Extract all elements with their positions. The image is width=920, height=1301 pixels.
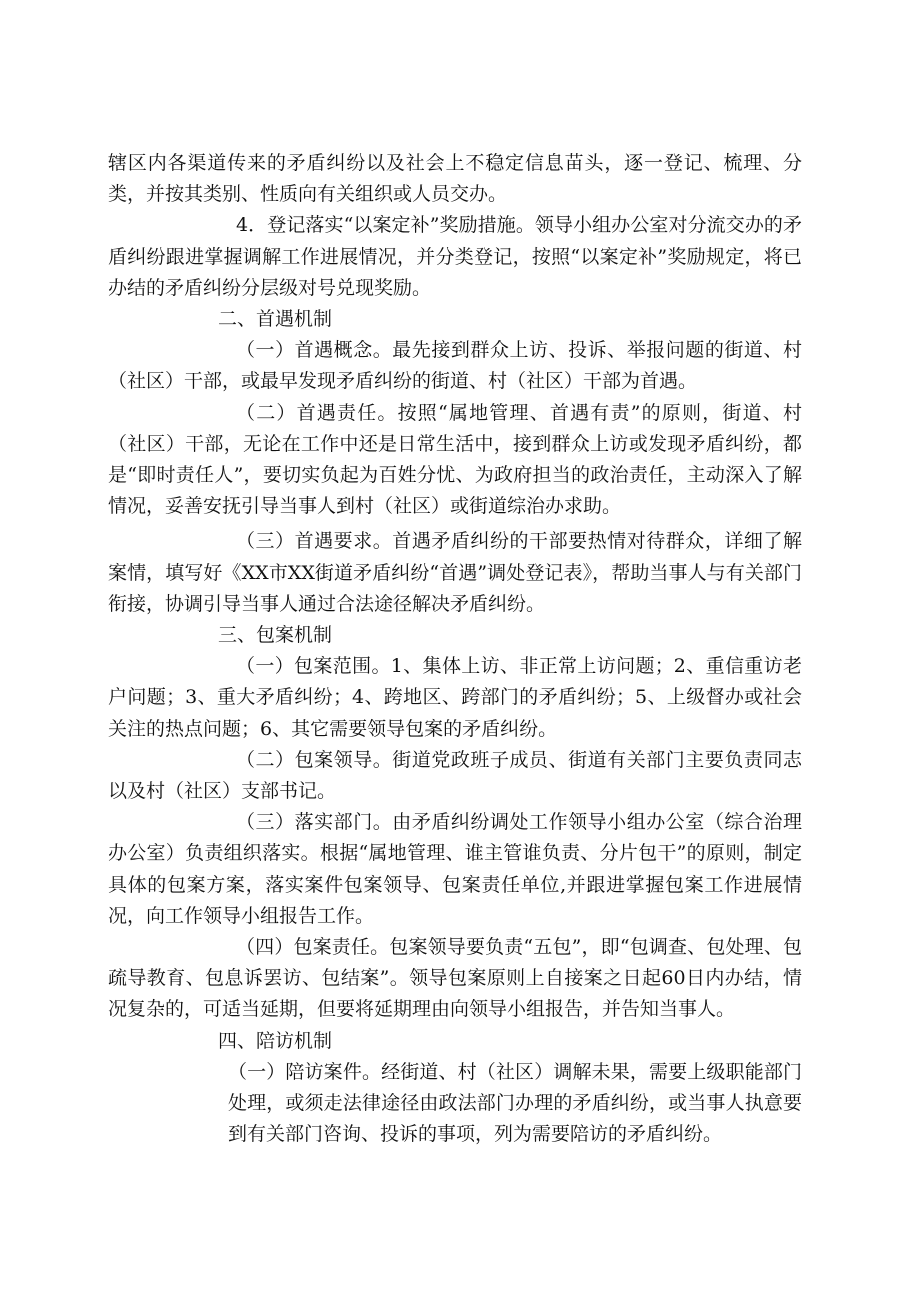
paragraph-first-encounter-responsibility: （二）首遇责任。按照“属地管理、首遇有责”的原则，街道、村（社区）干部，无论在工作中还是日常生活中，接到群众上访或发现矛盾纠纷，都是“即时责任人”，要切实负起为百姓分忧、为政府担当的政治责任，主动深入了解情况，妥善安抚引导当事人到村（社区）或街道综治办求助。 bbox=[108, 401, 802, 518]
paragraph-accompany-cases: （一）陪访案件。经街道、村（社区）调解未果，需要上级职能部门处理，或须走法律途径由政法部门办理的矛盾纠纷，或当事人执意要到有关部门咨询、投诉的事项，列为需要陪访的矛盾纠纷。 bbox=[228, 1060, 802, 1146]
section-heading-accompany-visit: 四、陪访机制 bbox=[218, 1029, 333, 1052]
paragraph-first-encounter-concept: （一）首遇概念。最先接到群众上访、投诉、举报问题的街道、村（社区）干部，或最早发现矛盾纠纷的街道、村（社区）干部为首遇。 bbox=[108, 339, 802, 393]
paragraph-reward-measure: 4．登记落实“以案定补”奖励措施。领导小组办公室对分流交办的矛盾纠纷跟进掌握调解工作进展情况，并分类登记，按照“以案定补”奖励规定，将已办结的矛盾纠纷分层级对号兑现奖励。 bbox=[108, 214, 802, 299]
paragraph-implementing-department: （三）落实部门。由矛盾纠纷调处工作领导小组办公室（综合治理办公室）负责组织落实。根据“属地管理、谁主管谁负责、分片包干”的原则，制定具体的包案方案，落实案件包案领导、包案责任单位,并跟进掌握包案工作进展情况，向工作领导小组报告工作。 bbox=[108, 811, 802, 927]
paragraph-case-responsibility: （四）包案责任。包案领导要负责“五包”，即“包调查、包处理、包疏导教育、包息诉罢访、包结案”。领导包案原则上自接案之日起60日内办结，情况复杂的，可适当延期，但要将延期理由向领导小组报告，并告知当事人。 bbox=[108, 936, 802, 1021]
paragraph-case-leaders: （二）包案领导。街道党政班子成员、街道有关部门主要负责同志以及村（社区）支部书记。 bbox=[108, 748, 802, 803]
section-heading-case-package: 三、包案机制 bbox=[218, 624, 333, 647]
paragraph-case-scope: （一）包案范围。1、集体上访、非正常上访问题；2、重信重访老户问题；3、重大矛盾纠纷；4、跨地区、跨部门的矛盾纠纷；5、上级督办或社会关注的热点问题；6、其它需要领导包案的矛盾纠纷。 bbox=[108, 655, 802, 740]
document-body bbox=[108, 148, 802, 1151]
paragraph-intake-continued: 辖区内各渠道传来的矛盾纠纷以及社会上不稳定信息苗头，逐一登记、梳理、分类，并按其类别、性质向有关组织或人员交办。 bbox=[108, 152, 802, 206]
paragraph-first-encounter-requirements: （三）首遇要求。首遇矛盾纠纷的干部要热情对待群众，详细了解案情，填写好《XX市XX街道矛盾纠纷“首遇”调处登记表》，帮助当事人与有关部门衔接，协调引导当事人通过合法途径解决矛盾纠纷。 bbox=[108, 530, 802, 615]
section-heading-first-encounter: 二、首遇机制 bbox=[218, 308, 333, 331]
